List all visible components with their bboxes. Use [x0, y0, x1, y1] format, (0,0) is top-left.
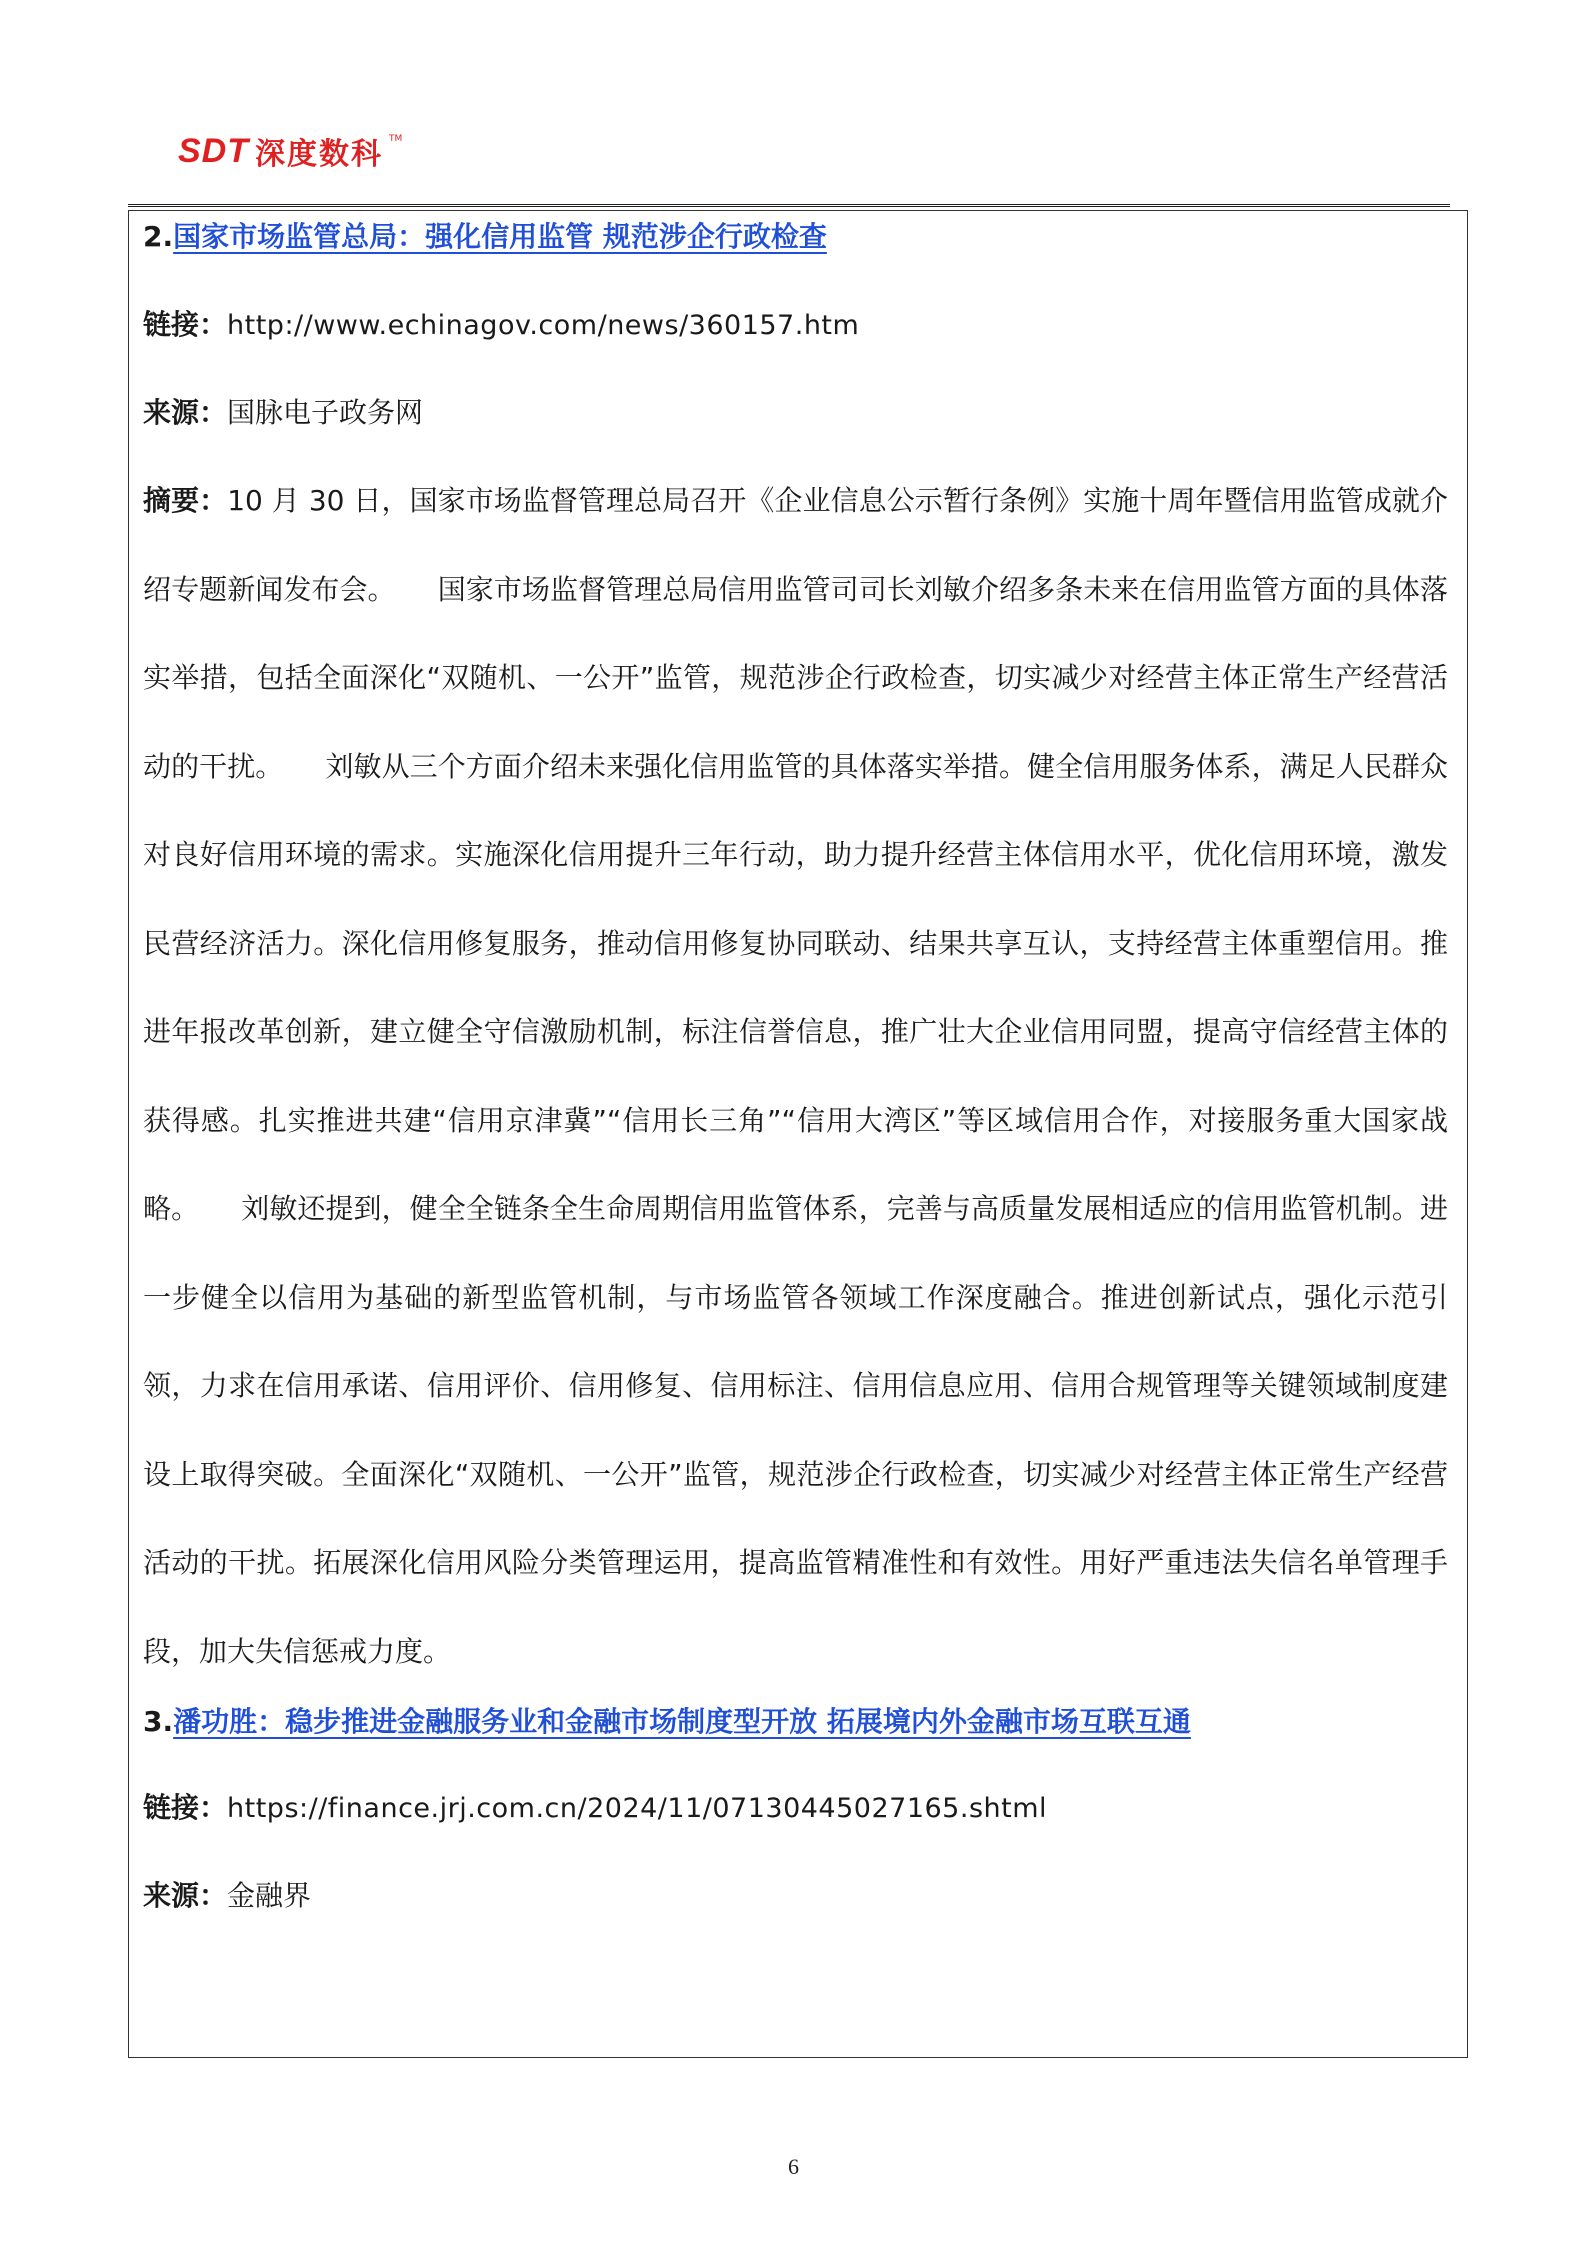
article-2-source: 国脉电子政务网: [227, 396, 424, 429]
article-2-summary-text: 10 月 30 日，国家市场监督管理总局召开《企业信息公示暂行条例》实施十周年暨信用监管成就介绍专题新闻发布会。 国家市场监督管理总局信用监管司司长刘敏介绍多条未来在信用监管方面的具体落实举措，包括全面深化“双随机、一公开”监管，规范涉企行政检查，切实减少对经营主体正常生产经营活动的干扰。 刘敏从三个方面介绍未来强化信用监管的具体落实举措。健全信用服务体系，满足人民群众对良好信用环境的需求。实施深化信用提升三年行动，助力提升经营主体信用水平，优化信用环境，激发民营经济活力。深化信用修复服务，推动信用修复协同联动、结果共享互认，支持经营主体重塑信用。推进年报改革创新，建立健全守信激励机制，标注信誉信息，推广壮大企业信用同盟，提高守信经营主体的获得感。扎实推进共建“信用京津冀”“信用长三角”“信用大湾区”等区域信用合作，对接服务重大国家战略。 刘敏还提到，健全全链条全生命周期信用监管体系，完善与高质量发展相适应的信用监管机制。进一步健全以信用为基础的新型监管机制，与市场监管各领域工作深度融合。推进创新试点，强化示范引领，力求在信用承诺、信用评价、信用修复、信用标注、信用信息应用、信用合规管理等关键领域制度建设上取得突破。全面深化“双随机、一公开”监管，规范涉企行政检查，切实减少对经营主体正常生产经营活动的干扰。拓展深化信用风险分类管理运用，提高监管精准性和有效性。用好严重违法失信名单管理手段，加大失信惩戒力度。: [143, 484, 1448, 1668]
article-3-title: [143, 1696, 1448, 1764]
article-3-url[interactable]: https://finance.jrj.com.cn/2024/11/07130445027165.shtml: [227, 1793, 1048, 1824]
news-content: [143, 211, 1448, 1940]
page-number: 6: [788, 2154, 799, 2179]
article-2-summary: [143, 457, 1448, 1696]
logo-trademark: TM: [389, 134, 403, 144]
article-2-url[interactable]: http://www.echinagov.com/news/360157.htm: [227, 310, 860, 341]
link-label: 链接：: [143, 308, 228, 341]
logo-mark: SDT: [178, 131, 249, 170]
article-2-link-row: [143, 281, 1448, 369]
news-table-frame: [128, 210, 1468, 2058]
article-3-source: 金融界: [227, 1879, 312, 1912]
article-2-number: 2.: [143, 220, 174, 253]
article-3-link-row: [143, 1764, 1448, 1852]
summary-label: 摘要：: [143, 484, 228, 517]
link-label: 链接：: [143, 1791, 228, 1824]
company-logo: [178, 130, 402, 172]
article-2-title: [143, 211, 1448, 281]
article-3-title-link[interactable]: 潘功胜：稳步推进金融服务业和金融市场制度型开放 拓展境内外金融市场互联互通: [173, 1705, 1191, 1738]
source-label: 来源：: [143, 396, 228, 429]
logo-text: 深度数科: [255, 137, 383, 172]
article-2-title-link[interactable]: 国家市场监管总局：强化信用监管 规范涉企行政检查: [173, 220, 827, 253]
article-3-source-row: [143, 1852, 1448, 1940]
article-2-source-row: [143, 369, 1448, 457]
source-label: 来源：: [143, 1879, 228, 1912]
header-divider: [128, 204, 1450, 207]
article-3-number: 3.: [143, 1705, 174, 1738]
